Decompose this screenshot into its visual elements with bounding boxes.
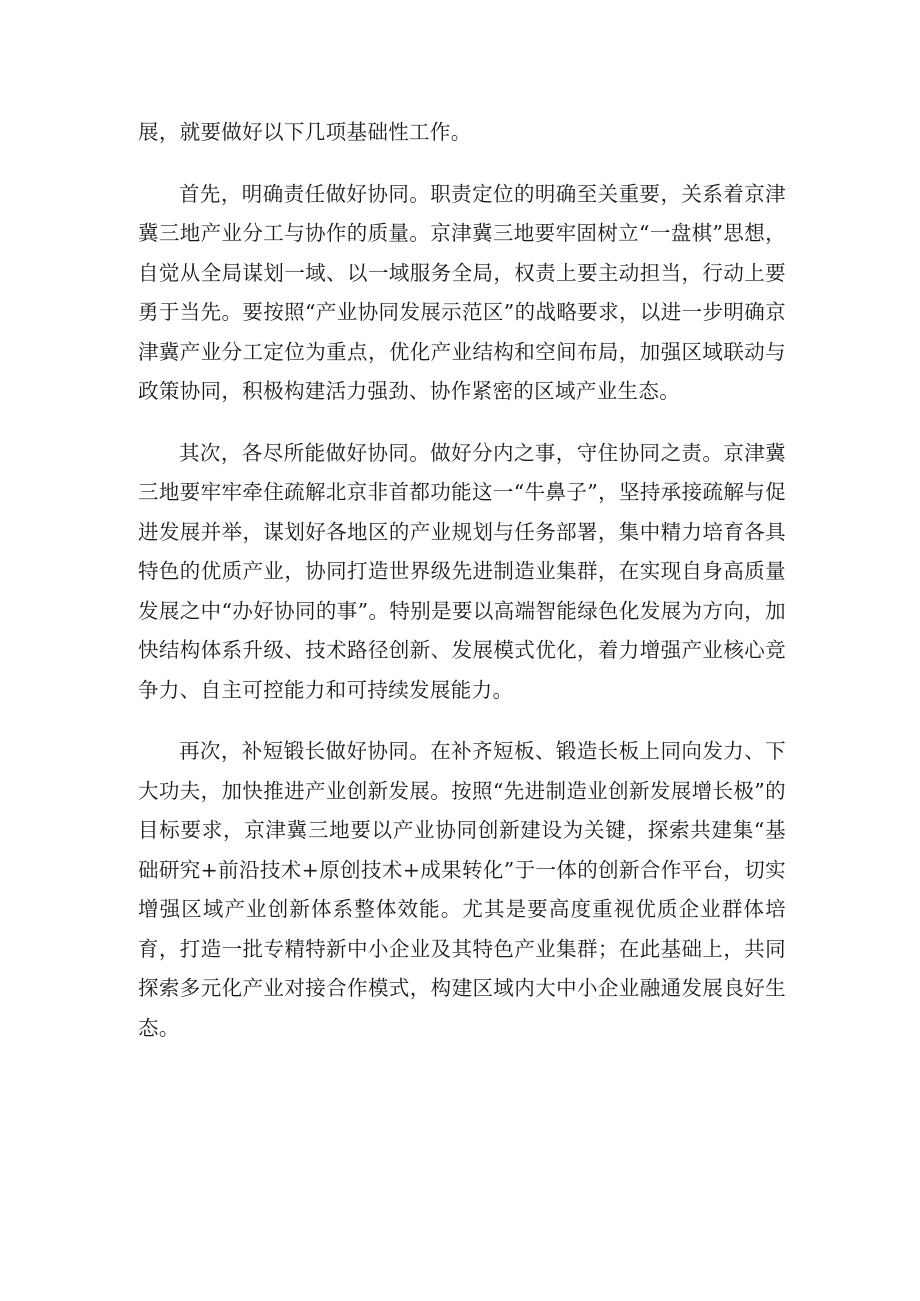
paragraph-first-point: 首先，明确责任做好协同。职责定位的明确至关重要，关系着京津冀三地产业分工与协作的质量。京津冀三地要牢固树立“一盘棋”思想，自觉从全局谋划一域、以一域服务全局，权责上要主动担当，行动上要勇于当先。要按照“产业协同发展示范区”的战略要求，以进一步明确京津冀产业分工定位为重点，优化产业结构和空间布局，加强区域联动与政策协同，积极构建活力强劲、协作紧密的区域产业生态。: [138, 181, 786, 403]
paragraph-third-point: 再次，补短锻长做好协同。在补齐短板、锻造长板上同向发力、下大功夫，加快推进产业创新发展。按照“先进制造业创新发展增长极”的目标要求，京津冀三地要以产业协同创新建设为关键，探索共建集“基础研究+前沿技术+原创技术+成果转化”于一体的创新合作平台，切实增强区域产业创新体系整体效能。尤其是要高度重视优质企业群体培育，打造一批专精特新中小企业及其特色产业集群；在此基础上，共同探索多元化产业对接合作模式，构建区域内大中小企业融通发展良好生态。: [138, 739, 786, 1040]
document-body: [138, 113, 786, 1070]
paragraph-second-point: 其次，各尽所能做好协同。做好分内之事，守住协同之责。京津冀三地要牢牢牵住疏解北京非首都功能这一“牛鼻子”，坚持承接疏解与促进发展并举，谋划好各地区的产业规划与任务部署，集中精力培育各具特色的优质产业，协同打造世界级先进制造业集群，在实现自身高质量发展之中“办好协同的事”。特别是要以高端智能绿色化发展为方向，加快结构体系升级、技术路径创新、发展模式优化，着力增强产业核心竞争力、自主可控能力和可持续发展能力。: [138, 440, 786, 702]
paragraph-continuation: 展，就要做好以下几项基础性工作。: [138, 120, 472, 144]
